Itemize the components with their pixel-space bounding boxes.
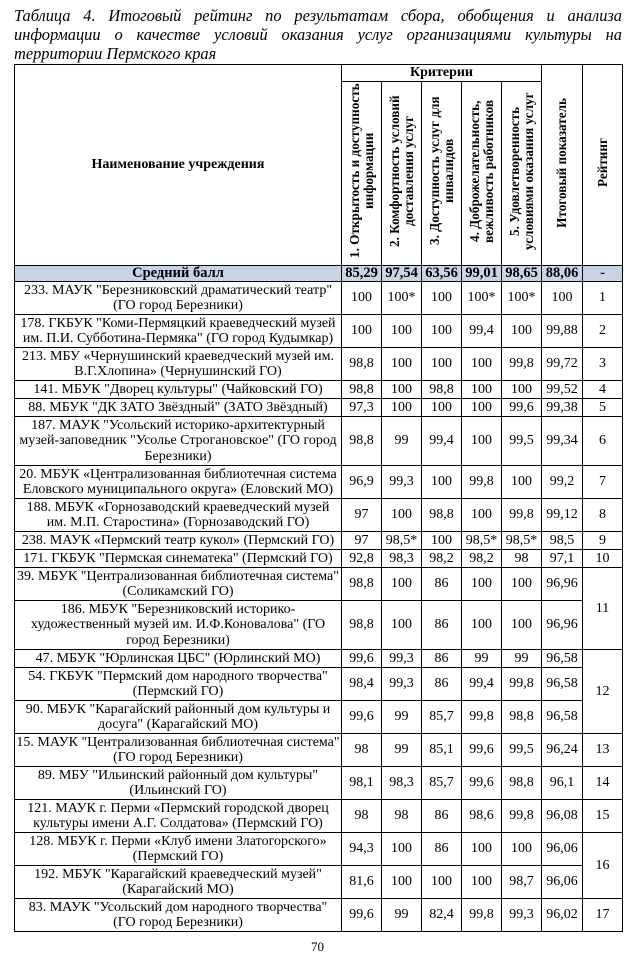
rank-value: 7 xyxy=(583,466,623,499)
table-row xyxy=(15,466,623,499)
criterion-3-text: 3. Доступность услуг для инвалидов xyxy=(426,96,456,246)
criterion-3-header xyxy=(422,82,462,266)
criterion-5-value: 99,5 xyxy=(502,734,542,767)
criterion-2-value: 99,3 xyxy=(382,466,422,499)
criterion-5-value: 99,8 xyxy=(502,348,542,381)
criterion-1-value: 98,8 xyxy=(342,417,382,466)
table-row xyxy=(15,532,623,550)
criterion-4-value: 100 xyxy=(462,417,502,466)
criterion-2-header xyxy=(382,82,422,266)
criterion-3-value: 82,4 xyxy=(422,899,462,932)
criterion-1-value: 98,8 xyxy=(342,381,382,399)
criterion-4-value: 99,4 xyxy=(462,315,502,348)
total-column-header xyxy=(542,65,583,266)
criterion-4-value: 100 xyxy=(462,499,502,532)
criterion-3-value: 85,7 xyxy=(422,701,462,734)
criterion-4-value: 98,6 xyxy=(462,800,502,833)
criterion-2-value: 98,3 xyxy=(382,767,422,800)
rank-value: 15 xyxy=(583,800,623,833)
rank-header-text: Рейтинг xyxy=(594,138,610,187)
criterion-1-value: 98 xyxy=(342,800,382,833)
total-value: 96,58 xyxy=(542,701,583,734)
criterion-2-text: 2. Комфортность условий доставления услуг xyxy=(386,95,416,247)
institution-name: 90. МБУК "Карагайский районный дом культуры и досуга" (Карагайский МО) xyxy=(15,701,342,734)
header-row-top xyxy=(15,65,623,82)
criterion-5-value: 98 xyxy=(502,550,542,568)
criterion-3-value: 86 xyxy=(422,568,462,601)
criterion-2-value: 98,3 xyxy=(382,550,422,568)
total-value: 96,02 xyxy=(542,899,583,932)
criterion-1-value: 97 xyxy=(342,532,382,550)
institution-name: 192. МБУК "Карагайский краеведческий музей" (Карагайский МО) xyxy=(15,866,342,899)
criterion-5-value: 100 xyxy=(502,466,542,499)
criterion-4-value: 100 xyxy=(462,601,502,650)
criterion-2-value: 99 xyxy=(382,417,422,466)
rank-value: 5 xyxy=(583,399,623,417)
total-value: 96,58 xyxy=(542,650,583,668)
criterion-5-value: 98,7 xyxy=(502,866,542,899)
table-row xyxy=(15,315,623,348)
total-value: 99,12 xyxy=(542,499,583,532)
criterion-4-value: 99,8 xyxy=(462,899,502,932)
criterion-3-value: 100 xyxy=(422,866,462,899)
criterion-1-value: 97 xyxy=(342,499,382,532)
criterion-5-value: 100 xyxy=(502,315,542,348)
criterion-1-value: 98,1 xyxy=(342,767,382,800)
criterion-1-value: 99,6 xyxy=(342,650,382,668)
table-row xyxy=(15,499,623,532)
criterion-1-value: 100 xyxy=(342,282,382,315)
institution-name: 89. МБУ "Ильинский районный дом культуры" (Ильинский ГО) xyxy=(15,767,342,800)
table-row xyxy=(15,650,623,668)
institution-name: 187. МАУК "Усольский историко-архитектурный музей-заповедник "Усолье Строгановское" (ГО город Березники) xyxy=(15,417,342,466)
average-row xyxy=(15,265,623,282)
total-value: 96,96 xyxy=(542,568,583,601)
criterion-4-value: 99,8 xyxy=(462,466,502,499)
total-value: 96,1 xyxy=(542,767,583,800)
average-label: Средний балл xyxy=(15,265,342,282)
institution-name: 88. МБУК "ДК ЗАТО Звёздный" (ЗАТО Звёздный) xyxy=(15,399,342,417)
criterion-4-value: 99,6 xyxy=(462,734,502,767)
table-row xyxy=(15,399,623,417)
criterion-4-value: 98,2 xyxy=(462,550,502,568)
criterion-2-value: 100 xyxy=(382,601,422,650)
average-value: 97,54 xyxy=(382,265,422,282)
institution-name: 83. МАУК "Усольский дом народного творчества" (ГО город Березники) xyxy=(15,899,342,932)
total-value: 99,34 xyxy=(542,417,583,466)
criterion-1-value: 97,3 xyxy=(342,399,382,417)
total-value: 99,52 xyxy=(542,381,583,399)
table-row xyxy=(15,601,623,650)
rank-value: 10 xyxy=(583,550,623,568)
criterion-5-value: 99,8 xyxy=(502,499,542,532)
criterion-2-value: 98,5* xyxy=(382,532,422,550)
total-value: 99,38 xyxy=(542,399,583,417)
criterion-2-value: 100 xyxy=(382,399,422,417)
criterion-4-value: 100 xyxy=(462,399,502,417)
criterion-3-value: 85,1 xyxy=(422,734,462,767)
institution-name: 20. МБУК «Централизованная библиотечная система Еловского муниципального округа» (Еловский МО) xyxy=(15,466,342,499)
criterion-4-value: 100 xyxy=(462,348,502,381)
criteria-group-header: Критерии xyxy=(342,65,542,82)
rank-value: 12 xyxy=(583,650,623,734)
name-column-header: Наименование учреждения xyxy=(15,65,342,266)
rank-value: 13 xyxy=(583,734,623,767)
institution-name: 188. МБУК «Горнозаводский краеведческий музей им. М.П. Старостина» (Горнозаводский ГО) xyxy=(15,499,342,532)
criterion-5-value: 100 xyxy=(502,381,542,399)
average-rank: - xyxy=(583,265,623,282)
criterion-1-value: 98,4 xyxy=(342,668,382,701)
criterion-5-value: 99,5 xyxy=(502,417,542,466)
total-value: 99,88 xyxy=(542,315,583,348)
total-value: 96,24 xyxy=(542,734,583,767)
criterion-5-value: 100 xyxy=(502,601,542,650)
criterion-4-value: 98,5* xyxy=(462,532,502,550)
criterion-3-value: 100 xyxy=(422,399,462,417)
institution-name: 238. МАУК «Пермский театр кукол» (Пермский ГО) xyxy=(15,532,342,550)
criterion-4-value: 99,8 xyxy=(462,701,502,734)
table-row xyxy=(15,833,623,866)
total-value: 96,96 xyxy=(542,601,583,650)
criterion-5-value: 99,8 xyxy=(502,800,542,833)
rank-value: 6 xyxy=(583,417,623,466)
total-header-text: Итоговый показатель xyxy=(554,97,569,228)
criterion-2-value: 100 xyxy=(382,568,422,601)
criterion-2-value: 100 xyxy=(382,833,422,866)
criterion-5-value: 99 xyxy=(502,650,542,668)
criterion-3-value: 98,8 xyxy=(422,499,462,532)
criterion-5-header xyxy=(502,82,542,266)
table-row xyxy=(15,348,623,381)
institution-name: 47. МБУК "Юрлинская ЦБС" (Юрлинский МО) xyxy=(15,650,342,668)
table-row xyxy=(15,734,623,767)
criterion-1-value: 96,9 xyxy=(342,466,382,499)
institution-name: 15. МАУК "Централизованная библиотечная система" (ГО город Березники) xyxy=(16,734,340,765)
rank-value: 9 xyxy=(583,532,623,550)
institution-name: 233. МАУК "Березниковский драматический театр" (ГО город Березники) xyxy=(15,282,342,315)
table-row xyxy=(15,899,623,932)
total-value: 99,2 xyxy=(542,466,583,499)
average-total: 88,06 xyxy=(542,265,583,282)
institution-name: 178. ГКБУК "Коми-Пермяцкий краеведческий музей им. П.И. Субботина-Пермяка" (ГО город Кудымкар) xyxy=(15,315,342,348)
institution-name: 121. МАУК г. Перми «Пермский городской дворец культуры имени А.Г. Солдатова» (Пермский ГО) xyxy=(15,800,342,833)
average-value: 63,56 xyxy=(422,265,462,282)
rank-value: 1 xyxy=(583,282,623,315)
criterion-1-value: 99,6 xyxy=(342,701,382,734)
institution-name: 171. ГКБУК "Пермская синематека" (Пермский ГО) xyxy=(15,550,342,568)
criterion-3-value: 86 xyxy=(422,601,462,650)
criterion-4-value: 99,6 xyxy=(462,767,502,800)
criterion-2-value: 99,3 xyxy=(382,650,422,668)
institution-name: 186. МБУК "Березниковский историко-художественный музей им. И.Ф.Коновалова" (ГО город Березники) xyxy=(15,601,342,650)
table-row xyxy=(15,866,623,899)
institution-name: 213. МБУ «Чернушинский краеведческий музей им. В.Г.Хлопина» (Чернушинский ГО) xyxy=(15,348,342,381)
average-value: 98,65 xyxy=(502,265,542,282)
criterion-4-value: 100 xyxy=(462,568,502,601)
criterion-1-value: 81,6 xyxy=(342,866,382,899)
average-value: 85,29 xyxy=(342,265,382,282)
criterion-2-value: 98 xyxy=(382,800,422,833)
page-number: 70 xyxy=(311,939,324,954)
criterion-1-value: 98 xyxy=(342,734,382,767)
total-value: 96,06 xyxy=(542,866,583,899)
criterion-3-value: 100 xyxy=(422,532,462,550)
table-row xyxy=(15,701,623,734)
criterion-1-value: 99,6 xyxy=(342,899,382,932)
institution-name: 141. МБУК "Дворец культуры" (Чайковский ГО) xyxy=(15,381,342,399)
institution-name: 128. МБУК г. Перми «Клуб имени Златогорского» (Пермский ГО) xyxy=(15,833,342,866)
institution-name: 39. МБУК "Централизованная библиотечная система" (Соликамский ГО) xyxy=(15,568,342,601)
criterion-3-value: 100 xyxy=(422,315,462,348)
criterion-5-value: 99,6 xyxy=(502,399,542,417)
criterion-5-value: 100* xyxy=(502,282,542,315)
rank-value: 4 xyxy=(583,381,623,399)
criterion-2-value: 100 xyxy=(382,315,422,348)
criterion-4-value: 100 xyxy=(462,833,502,866)
criterion-1-text: 1. Открытость и доступность информации xyxy=(346,83,376,259)
total-value: 100 xyxy=(542,282,583,315)
criterion-1-value: 98,8 xyxy=(342,348,382,381)
total-value: 96,58 xyxy=(542,668,583,701)
average-value: 99,01 xyxy=(462,265,502,282)
criterion-2-value: 100* xyxy=(382,282,422,315)
criterion-1-value: 98,8 xyxy=(342,601,382,650)
criterion-3-value: 100 xyxy=(422,466,462,499)
criterion-1-value: 94,3 xyxy=(342,833,382,866)
criterion-3-value: 86 xyxy=(422,668,462,701)
table-row xyxy=(15,550,623,568)
table-row xyxy=(15,568,623,601)
criterion-1-header xyxy=(342,82,382,266)
criterion-2-value: 100 xyxy=(382,499,422,532)
criterion-3-value: 100 xyxy=(422,282,462,315)
criterion-3-value: 100 xyxy=(422,348,462,381)
table-row xyxy=(15,381,623,399)
criterion-5-value: 100 xyxy=(502,568,542,601)
criterion-5-value: 99,3 xyxy=(502,899,542,932)
criterion-5-text: 5. Удовлетворенность условиями оказания услуг xyxy=(506,92,536,250)
criterion-2-value: 100 xyxy=(382,381,422,399)
criterion-3-value: 98,2 xyxy=(422,550,462,568)
table-caption: Таблица 4. Итоговый рейтинг по результатам сбора, обобщения и анализа информации о качестве условий оказания услуг организациями культуры на территории Пермского края xyxy=(14,6,622,63)
rank-value: 16 xyxy=(583,833,623,899)
criterion-2-value: 99 xyxy=(382,734,422,767)
table-row xyxy=(15,800,623,833)
total-value: 96,08 xyxy=(542,800,583,833)
total-value: 98,5 xyxy=(542,532,583,550)
criterion-3-value: 99,4 xyxy=(422,417,462,466)
table-row xyxy=(15,417,623,466)
criterion-4-value: 99 xyxy=(462,650,502,668)
total-value: 99,72 xyxy=(542,348,583,381)
criterion-5-value: 98,8 xyxy=(502,701,542,734)
rank-value: 8 xyxy=(583,499,623,532)
rank-value: 2 xyxy=(583,315,623,348)
criterion-4-value: 100 xyxy=(462,866,502,899)
criterion-4-value: 100* xyxy=(462,282,502,315)
rank-value: 17 xyxy=(583,899,623,932)
rank-value: 11 xyxy=(583,568,623,650)
rating-table xyxy=(14,64,623,932)
criterion-2-value: 100 xyxy=(382,348,422,381)
criterion-5-value: 100 xyxy=(502,833,542,866)
criterion-4-header xyxy=(462,82,502,266)
institution-name: 54. ГКБУК "Пермский дом народного творчества" (Пермский ГО) xyxy=(15,668,342,701)
rank-value: 3 xyxy=(583,348,623,381)
rank-column-header xyxy=(583,65,623,266)
criterion-5-value: 98,8 xyxy=(502,767,542,800)
criterion-5-value: 99,8 xyxy=(502,668,542,701)
criterion-3-value: 85,7 xyxy=(422,767,462,800)
criterion-3-value: 86 xyxy=(422,833,462,866)
criterion-3-value: 98,8 xyxy=(422,381,462,399)
criterion-1-value: 92,8 xyxy=(342,550,382,568)
criterion-1-value: 100 xyxy=(342,315,382,348)
criterion-1-value: 98,8 xyxy=(342,568,382,601)
criterion-2-value: 100 xyxy=(382,866,422,899)
total-value: 96,06 xyxy=(542,833,583,866)
table-row xyxy=(15,282,623,315)
criterion-3-value: 86 xyxy=(422,650,462,668)
criterion-3-value: 86 xyxy=(422,800,462,833)
criterion-5-value: 98,5* xyxy=(502,532,542,550)
criterion-2-value: 99,3 xyxy=(382,668,422,701)
criterion-2-value: 99 xyxy=(382,701,422,734)
criterion-4-value: 99,4 xyxy=(462,668,502,701)
table-row xyxy=(15,767,623,800)
criterion-4-text: 4. Доброжелательность, вежливость работников xyxy=(466,99,496,243)
criterion-2-value: 99 xyxy=(382,899,422,932)
total-value: 97,1 xyxy=(542,550,583,568)
table-row xyxy=(15,668,623,701)
rank-value: 14 xyxy=(583,767,623,800)
criterion-4-value: 100 xyxy=(462,381,502,399)
